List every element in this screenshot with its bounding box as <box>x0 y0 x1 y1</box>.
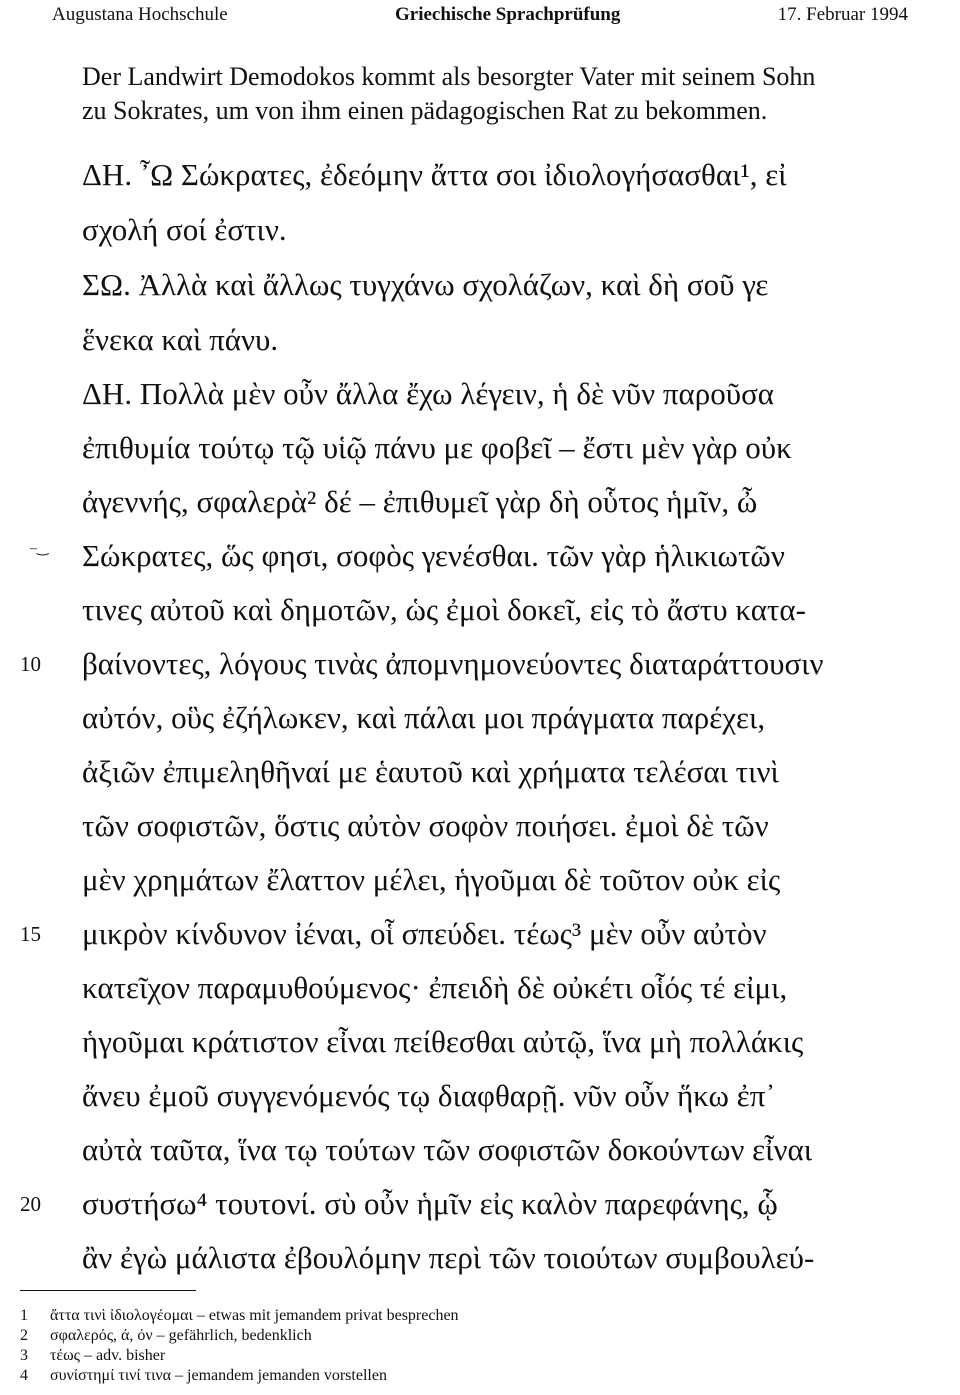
text-line: ἀξιῶν ἐπιμεληθῆναί με ἑαυτοῦ καὶ χρήματα τελέσαι τινὶ <box>82 754 779 789</box>
footnote-number: 3 <box>20 1347 28 1364</box>
text-line: ΣΩ. Ἀλλὰ καὶ ἄλλως τυγχάνω σχολάζων, καὶ δὴ σοῦ γε <box>82 267 769 302</box>
text-line: ἕνεκα καὶ πάνυ. <box>82 322 279 357</box>
footnote <box>20 1306 459 1326</box>
text-line: συστήσω⁴ τουτονί. σὺ οὖν ἡμῖν εἰς καλὸν παρεφάνης, ᾧ <box>82 1186 778 1221</box>
text-line: ΔΗ. Πολλὰ μὲν οὖν ἄλλα ἔχω λέγειν, ἡ δὲ νῦν παροῦσα <box>82 376 775 411</box>
text-line: τινες αὐτοῦ καὶ δημοτῶν, ὡς ἐμοὶ δοκεῖ, εἰς τὸ ἄστυ κατα- <box>82 592 806 627</box>
text-line: ΔΗ. ῏Ω Σώκρατες, ἐδεόμην ἄττα σοι ἰδιολογήσασθαι¹, εἰ <box>82 157 787 192</box>
text-line: βαίνοντες, λόγους τινὰς ἀπομνημονεύοντες διαταράττουσιν <box>82 646 824 681</box>
text-line: ἄνευ ἐμοῦ συγγενόμενός τῳ διαφθαρῇ. νῦν οὖν ἥκω ἐπ᾽ <box>82 1078 776 1113</box>
text-line: αὐτὰ ταῦτα, ἵνα τῳ τούτων τῶν σοφιστῶν δοκούντων εἶναι <box>82 1132 813 1167</box>
footnote-text: ἄττα τινὶ ἰδιολογέομαι – etwas mit jemandem privat besprechen <box>50 1307 459 1324</box>
text-line: ἀγεννής, σφαλερὰ² δέ – ἐπιθυμεῖ γὰρ δὴ οὗτος ἡμῖν, ὦ <box>82 484 758 519</box>
text-line: κατεῖχον παραμυθούμενος· ἐπειδὴ δὲ οὐκέτι οἷός τέ εἰμι, <box>82 970 788 1005</box>
line-number: 15 <box>20 922 41 946</box>
footnote-number: 1 <box>20 1307 28 1324</box>
header-exam-title: Griechische Sprachprüfung <box>395 4 621 25</box>
margin-dash-mark: –‿ <box>30 541 49 556</box>
text-line: τῶν σοφιστῶν, ὅστις αὐτὸν σοφὸν ποιήσει. ἐμοὶ δὲ τῶν <box>82 808 769 843</box>
footnote-text: τέως – adv. bisher <box>50 1347 166 1364</box>
text-line: ἐπιθυμία τούτῳ τῷ υἱῷ πάνυ με φοβεῖ – ἔστι μὲν γὰρ οὐκ <box>82 430 792 465</box>
footnote-number: 4 <box>20 1367 28 1384</box>
line-number: 10 <box>20 652 41 676</box>
text-line: αὐτόν, οὓς ἐζήλωκεν, καὶ πάλαι μοι πράγματα παρέχει, <box>82 700 766 735</box>
text-line: Σώκρατες, ὥς φησι, σοφὸς γενέσθαι. τῶν γὰρ ἡλικιωτῶν <box>82 538 785 573</box>
footnote <box>20 1326 312 1346</box>
page-header <box>52 4 908 28</box>
header-date: 17. Februar 1994 <box>777 4 908 25</box>
text-line: μὲν χρημάτων ἔλαττον μέλει, ἡγοῦμαι δὲ τοῦτον οὐκ εἰς <box>82 862 781 897</box>
header-institution: Augustana Hochschule <box>52 4 228 25</box>
footnote-text: συνίστημί τινί τινα – jemandem jemanden vorstellen <box>50 1367 387 1384</box>
text-line: ἂν ἐγὼ μάλιστα ἐβουλόμην περὶ τῶν τοιούτων συμβουλεύ- <box>82 1240 815 1275</box>
text-line: μικρὸν κίνδυνον ἰέναι, οἷ σπεύδει. τέως³ μὲν οὖν αὐτὸν <box>82 916 767 951</box>
line-number: 20 <box>20 1192 41 1216</box>
footnote <box>20 1346 165 1366</box>
footnote-separator <box>20 1290 196 1291</box>
footnote <box>20 1366 387 1386</box>
intro-line: zu Sokrates, um von ihm einen pädagogischen Rat zu bekommen. <box>82 96 768 125</box>
text-line: σχολή σοί ἐστιν. <box>82 212 287 247</box>
footnote-text: σφαλερός, ά, όν – gefährlich, bedenklich <box>50 1327 312 1344</box>
text-line: ἡγοῦμαι κράτιστον εἶναι πείθεσθαι αὐτῷ, ἵνα μὴ πολλάκις <box>82 1024 804 1059</box>
footnote-number: 2 <box>20 1327 28 1344</box>
intro-line: Der Landwirt Demodokos kommt als besorgter Vater mit seinem Sohn <box>82 62 816 91</box>
